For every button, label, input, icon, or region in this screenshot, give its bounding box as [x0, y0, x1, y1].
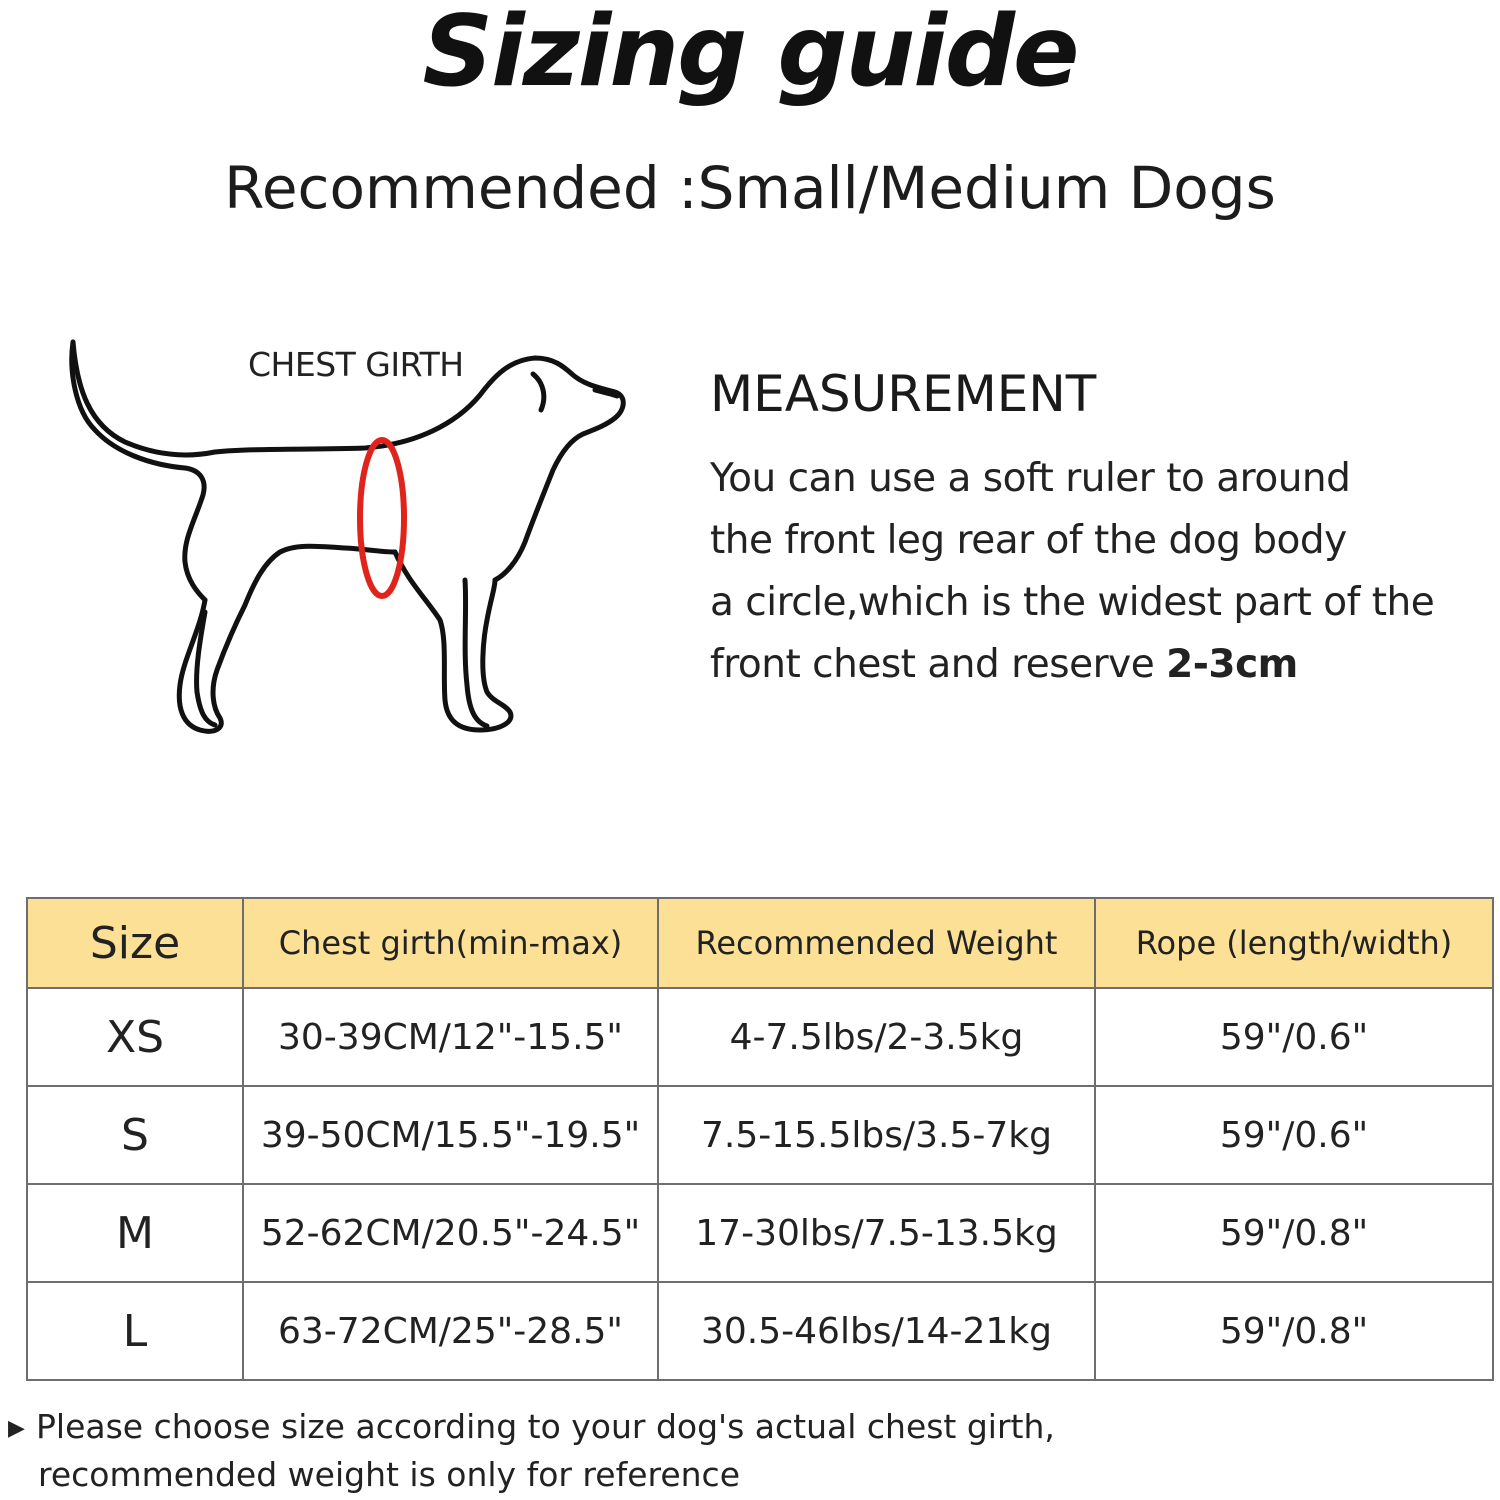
measurement-line-4-text: front chest and reserve: [710, 642, 1167, 687]
chest-girth-ring-icon: [360, 440, 404, 596]
chest-girth-cell: 52-62CM/20.5"-24.5": [243, 1184, 658, 1282]
dog-outline-icon: [55, 330, 645, 750]
rope-cell: 59"/0.6": [1095, 1086, 1493, 1184]
bullet-arrow-icon: ▶: [8, 1415, 25, 1441]
size-cell: L: [27, 1282, 243, 1380]
size-footnote: [8, 1404, 1055, 1498]
page-subtitle: Recommended :Small/Medium Dogs: [224, 154, 1276, 222]
table-row: [27, 988, 1493, 1086]
column-header-chest-girth: Chest girth(min-max): [243, 898, 658, 988]
dog-illustration: [55, 330, 645, 750]
footnote-line-1: Please choose size according to your dog's actual chest girth,: [36, 1407, 1055, 1446]
table-row: [27, 1282, 1493, 1380]
column-header-rope: Rope (length/width): [1095, 898, 1493, 988]
table-row: [27, 1184, 1493, 1282]
size-table: [26, 897, 1494, 1381]
reserve-emphasis: 2-3cm: [1166, 642, 1298, 687]
rope-cell: 59"/0.6": [1095, 988, 1493, 1086]
measurement-line-3: a circle,which is the widest part of the: [710, 580, 1435, 625]
measurement-instructions: [710, 448, 1470, 696]
chest-girth-label: CHEST GIRTH: [248, 345, 464, 384]
chest-girth-cell: 63-72CM/25"-28.5": [243, 1282, 658, 1380]
measurement-line-4: [710, 634, 1470, 696]
chest-girth-cell: 30-39CM/12"-15.5": [243, 988, 658, 1086]
size-cell: S: [27, 1086, 243, 1184]
measurement-line-1: You can use a soft ruler to around: [710, 456, 1351, 501]
rope-cell: 59"/0.8": [1095, 1282, 1493, 1380]
chest-girth-cell: 39-50CM/15.5"-19.5": [243, 1086, 658, 1184]
weight-cell: 30.5-46lbs/14-21kg: [658, 1282, 1095, 1380]
table-row: [27, 1086, 1493, 1184]
measurement-heading: MEASUREMENT: [710, 365, 1097, 423]
size-cell: M: [27, 1184, 243, 1282]
rope-cell: 59"/0.8": [1095, 1184, 1493, 1282]
footnote-line-2: recommended weight is only for reference: [38, 1454, 741, 1494]
size-cell: XS: [27, 988, 243, 1086]
table-header-row: [27, 898, 1493, 988]
column-header-weight: Recommended Weight: [658, 898, 1095, 988]
measurement-line-2: the front leg rear of the dog body: [710, 518, 1347, 563]
column-header-size: Size: [27, 898, 243, 988]
page-title: Sizing guide: [422, 0, 1078, 109]
weight-cell: 4-7.5lbs/2-3.5kg: [658, 988, 1095, 1086]
weight-cell: 17-30lbs/7.5-13.5kg: [658, 1184, 1095, 1282]
weight-cell: 7.5-15.5lbs/3.5-7kg: [658, 1086, 1095, 1184]
